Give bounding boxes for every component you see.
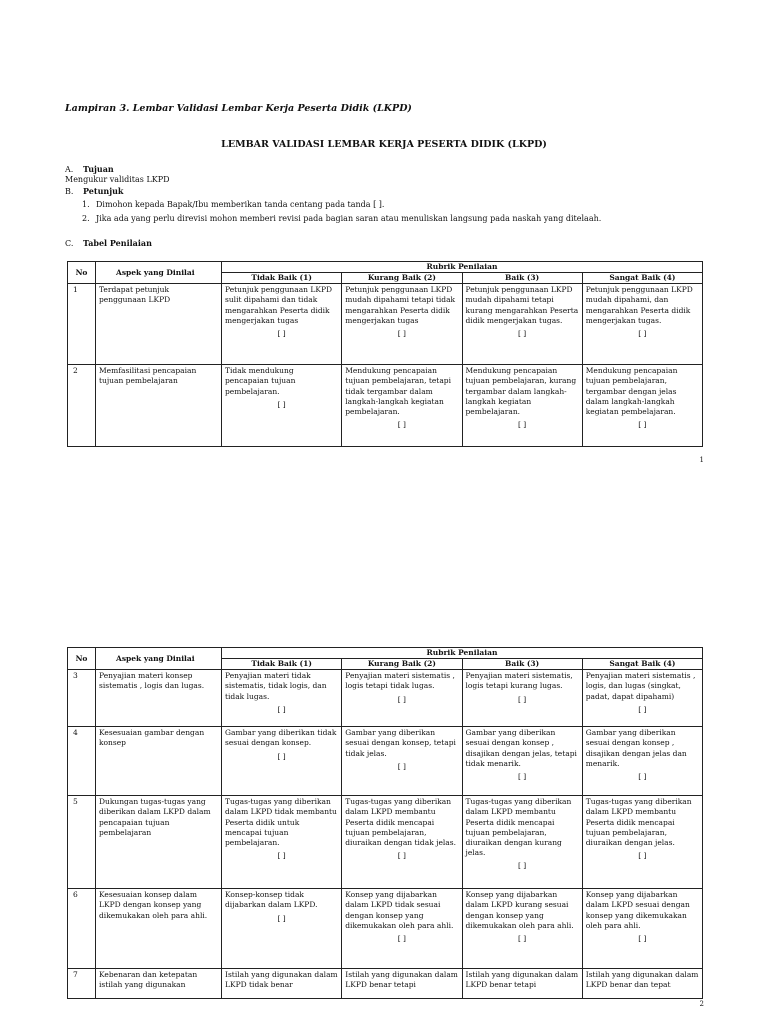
document-title: LEMBAR VALIDASI LEMBAR KERJA PESERTA DIDIK (LKPD): [221, 139, 547, 150]
checkbox[interactable]: [ ]: [397, 761, 406, 771]
checkbox[interactable]: [ ]: [518, 933, 527, 943]
checkbox[interactable]: [ ]: [277, 399, 286, 409]
table-row: [68, 889, 703, 969]
rubric-cell: Tidak mendukung pencapaian tujuan pembelajaran. [ ]: [222, 365, 342, 447]
row-no: 1: [68, 284, 96, 365]
checkbox[interactable]: [ ]: [277, 328, 286, 338]
row-aspek: Kesesuaian konsep dalam LKPD dengan konsep yang dikemukakan oleh para ahli.: [96, 889, 222, 969]
checkbox[interactable]: [ ]: [277, 913, 286, 923]
rubric-cell: Gambar yang diberikan sesuai dengan konsep , disajikan dengan jelas, tetapi tidak menarik. [ ]: [462, 727, 582, 796]
checkbox[interactable]: [ ]: [277, 704, 286, 714]
petunjuk-item-1: 1. Dimohon kepada Bapak/Ibu memberikan tanda centang pada tanda [ ].: [82, 200, 385, 209]
checkbox[interactable]: [ ]: [397, 694, 406, 704]
checkbox[interactable]: [ ]: [518, 694, 527, 704]
page-number: 1: [699, 456, 704, 464]
row-no: 2: [68, 365, 96, 447]
checkbox[interactable]: [ ]: [638, 419, 647, 429]
rubric-cell: Penyajian materi sistematis , logis, dan lugas (singkat, padat, dapat dipahami) [ ]: [582, 670, 702, 727]
assessment-table-1: [67, 261, 703, 447]
table-row: [68, 365, 703, 447]
rubric-cell: Tugas-tugas yang diberikan dalam LKPD membantu Peserta didik mencapai tujuan pembelajaran, diuraikan dengan kurang jelas. [ ]: [462, 796, 582, 889]
checkbox[interactable]: [ ]: [638, 328, 647, 338]
rubric-cell: Konsep-konsep tidak dijabarkan dalam LKPD. [ ]: [222, 889, 342, 969]
section-b-heading: B. Petunjuk: [65, 186, 124, 196]
table-row: [68, 796, 703, 889]
checkbox[interactable]: [ ]: [518, 771, 527, 781]
rubric-cell: Penyajian materi sistematis , logis tetapi tidak lugas. [ ]: [342, 670, 462, 727]
row-no: 7: [68, 969, 96, 999]
checkbox[interactable]: [ ]: [397, 933, 406, 943]
row-no: 5: [68, 796, 96, 889]
header-baik: Baik (3): [462, 659, 582, 670]
checkbox[interactable]: [ ]: [397, 328, 406, 338]
table-row: [68, 727, 703, 796]
page-number: 2: [699, 1000, 704, 1008]
rubric-cell: Konsep yang dijabarkan dalam LKPD tidak sesuai dengan konsep yang dikemukakan oleh para ahli. [ ]: [342, 889, 462, 969]
assessment-table-2: [67, 647, 703, 999]
row-no: 3: [68, 670, 96, 727]
rubric-cell: Gambar yang diberikan tidak sesuai dengan konsep. [ ]: [222, 727, 342, 796]
row-aspek: Kesesuaian gambar dengan konsep: [96, 727, 222, 796]
header-aspek: Aspek yang Dinilai: [96, 648, 222, 670]
row-no: 6: [68, 889, 96, 969]
row-aspek: Kebenaran dan ketepatan istilah yang digunakan: [96, 969, 222, 999]
rubric-cell: Istilah yang digunakan dalam LKPD tidak benar: [222, 969, 342, 999]
checkbox[interactable]: [ ]: [638, 933, 647, 943]
checkbox[interactable]: [ ]: [518, 328, 527, 338]
rubric-cell: Tugas-tugas yang diberikan dalam LKPD tidak membantu Peserta didik untuk mencapai tujuan pembelajaran. [ ]: [222, 796, 342, 889]
table-row: [68, 284, 703, 365]
page-2: [0, 470, 768, 1024]
header-kurang-baik: Kurang Baik (2): [342, 273, 462, 284]
rubric-cell: Konsep yang dijabarkan dalam LKPD sesuai dengan konsep yang dikemukakan oleh para ahli. [ ]: [582, 889, 702, 969]
checkbox[interactable]: [ ]: [638, 704, 647, 714]
rubric-cell: Penyajian materi sistematis, logis tetapi kurang lugas. [ ]: [462, 670, 582, 727]
row-aspek: Memfasilitasi pencapaian tujuan pembelajaran: [96, 365, 222, 447]
header-kurang-baik: Kurang Baik (2): [342, 659, 462, 670]
header-baik: Baik (3): [462, 273, 582, 284]
header-sangat-baik: Sangat Baik (4): [582, 659, 702, 670]
section-a-heading: A. Tujuan: [65, 164, 114, 174]
rubric-cell: Istilah yang digunakan dalam LKPD benar tetapi: [342, 969, 462, 999]
rubric-cell: Gambar yang diberikan sesuai dengan konsep , disajikan dengan jelas dan menarik. [ ]: [582, 727, 702, 796]
rubric-cell: Konsep yang dijabarkan dalam LKPD kurang sesuai dengan konsep yang dikemukakan oleh para ahli. [ ]: [462, 889, 582, 969]
rubric-cell: Petunjuk penggunaan LKPD mudah dipahami tetapi tidak mengarahkan Peserta didik mengerjakan tugas [ ]: [342, 284, 462, 365]
page-1: [0, 0, 768, 470]
rubric-cell: Penyajian materi tidak sistematis, tidak logis, dan tidak lugas. [ ]: [222, 670, 342, 727]
rubric-cell: Mendukung pencapaian tujuan pembelajaran, tetapi tidak tergambar dalam langkah-langkah kegiatan pembelajaran. [ ]: [342, 365, 462, 447]
rubric-cell: Tugas-tugas yang diberikan dalam LKPD membantu Peserta didik mencapai tujuan pembelajaran, diuraikan dengan tidak jelas. [ ]: [342, 796, 462, 889]
rubric-cell: Petunjuk penggunaan LKPD mudah dipahami tetapi kurang mengarahkan Peserta didik mengerjakan tugas. [ ]: [462, 284, 582, 365]
checkbox[interactable]: [ ]: [638, 850, 647, 860]
row-no: 4: [68, 727, 96, 796]
header-aspek: Aspek yang Dinilai: [96, 262, 222, 284]
header-no: No: [68, 648, 96, 670]
header-sangat-baik: Sangat Baik (4): [582, 273, 702, 284]
header-no: No: [68, 262, 96, 284]
row-aspek: Dukungan tugas-tugas yang diberikan dalam LKPD dalam pencapaian tujuan pembelajaran: [96, 796, 222, 889]
header-rubrik: Rubrik Penilaian: [222, 262, 703, 273]
checkbox[interactable]: [ ]: [518, 861, 527, 870]
header-tidak-baik: Tidak Baik (1): [222, 273, 342, 284]
rubric-cell: Petunjuk penggunaan LKPD sulit dipahami dan tidak mengarahkan Peserta didik mengerjakan tugas [ ]: [222, 284, 342, 365]
checkbox[interactable]: [ ]: [277, 751, 286, 761]
table-row: [68, 969, 703, 999]
petunjuk-item-2: 2. Jika ada yang perlu direvisi mohon memberi revisi pada bagian saran atau menuliskan langsung pada naskah yang ditelaah.: [82, 214, 602, 223]
section-a-text: Mengukur validitas LKPD: [65, 175, 170, 184]
section-c-heading: C. Tabel Penilaian: [65, 238, 152, 248]
checkbox[interactable]: [ ]: [277, 850, 286, 860]
rubric-cell: Gambar yang diberikan sesuai dengan konsep, tetapi tidak jelas. [ ]: [342, 727, 462, 796]
table-row: [68, 670, 703, 727]
checkbox[interactable]: [ ]: [397, 419, 406, 429]
checkbox[interactable]: [ ]: [518, 419, 527, 429]
rubric-cell: Istilah yang digunakan dalam LKPD benar tetapi: [462, 969, 582, 999]
row-aspek: Terdapat petunjuk penggunaan LKPD: [96, 284, 222, 365]
rubric-cell: Mendukung pencapaian tujuan pembelajaran, kurang tergambar dalam langkah-langkah kegiatan pembelajaran. [ ]: [462, 365, 582, 447]
checkbox[interactable]: [ ]: [638, 771, 647, 781]
lampiran-heading: Lampiran 3. Lembar Validasi Lembar Kerja Peserta Didik (LKPD): [65, 103, 412, 114]
rubric-cell: Mendukung pencapaian tujuan pembelajaran, tergambar dengan jelas dalam langkah-langkah kegiatan pembelajaran. [ ]: [582, 365, 702, 447]
checkbox[interactable]: [ ]: [397, 850, 406, 860]
header-rubrik: Rubrik Penilaian: [222, 648, 703, 659]
rubric-cell: Istilah yang digunakan dalam LKPD benar dan tepat: [582, 969, 702, 999]
header-tidak-baik: Tidak Baik (1): [222, 659, 342, 670]
rubric-cell: Tugas-tugas yang diberikan dalam LKPD membantu Peserta didik mencapai tujuan pembelajaran, diuraikan dengan jelas. [ ]: [582, 796, 702, 889]
row-aspek: Penyajian materi konsep sistematis , logis dan lugas.: [96, 670, 222, 727]
rubric-cell: Petunjuk penggunaan LKPD mudah dipahami, dan mengarahkan Peserta didik mengerjakan tugas. [ ]: [582, 284, 702, 365]
